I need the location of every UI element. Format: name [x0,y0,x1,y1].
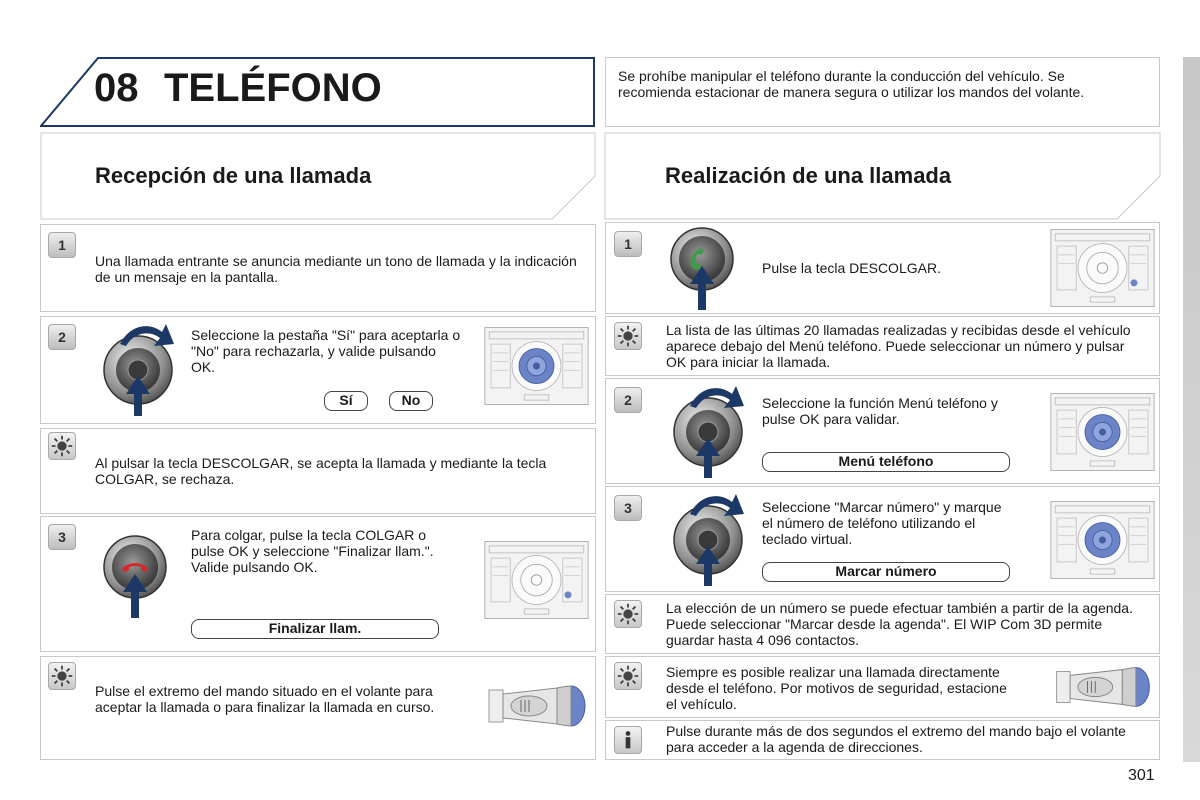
left-step2-text: Seleccione la pestaña "Sí" para aceptarla o "No" para rechazarla, y valide pulsando OK. [191,327,461,375]
right-step1-number: 1 [614,231,642,257]
right-step2-number: 2 [614,387,642,413]
rotary-knob-icon [670,380,750,480]
right-tip3-text: Siempre es posible realizar una llamada directamente desde el teléfono. Por motivos de seguridad, estacione el vehículo. [666,664,1007,712]
dial-number-button[interactable]: Marcar número [762,562,1010,582]
warning-text: Se prohíbe manipular el teléfono durante la conducción del vehículo. Se recomienda estacionar de manera segura o utilizar los mandos del volante. [618,68,1085,100]
console-knob-icon [1050,392,1155,472]
left-step3-text: Para colgar, pulse la tecla COLGAR o pulse OK y seleccione "Finalizar llam.". Valide pulsando OK. [191,527,434,575]
left-heading: Recepción de una llamada [95,163,372,188]
chapter-tab-strip [1183,57,1200,762]
right-info-text: Pulse durante más de dos segundos el extremo del mando bajo el volante para acceder a la agenda de direcciones. [666,723,1126,755]
console-knob-icon [484,322,589,410]
page-number: 301 [1128,767,1155,784]
right-tip1-text: La lista de las últimas 20 llamadas realizadas y recibidas desde el vehículo aparece debajo del Menú teléfono. Puede seleccionar un número y pulsar OK para iniciar la llamada. [666,322,1131,370]
yes-button[interactable]: Sí [324,391,368,411]
pick-up-key-icon [667,226,737,314]
tip-icon [48,432,76,460]
tip-icon [614,600,642,628]
rotary-knob-icon [100,318,180,418]
console-knob-icon [1050,500,1155,580]
end-call-button[interactable]: Finalizar llam. [191,619,439,639]
left-step2-number: 2 [48,324,76,350]
right-step1-text: Pulse la tecla DESCOLGAR. [762,260,941,276]
chapter-title: TELÉFONO [164,66,382,110]
tip-icon [614,662,642,690]
console-plain-icon [484,540,589,620]
tip-icon [48,662,76,690]
steering-stalk-icon [486,676,588,736]
right-heading: Realización de una llamada [665,163,952,188]
info-icon [614,726,642,754]
left-step3-number: 3 [48,524,76,550]
right-step2-text: Seleccione la función Menú teléfono y pulse OK para validar. [762,395,998,427]
right-tip2-text: La elección de un número se puede efectuar también a partir de la agenda. Puede seleccionar "Marcar desde la agenda". El WIP Com 3D permite guardar hasta 4 096 contactos. [666,600,1133,648]
left-step1-number: 1 [48,232,76,258]
left-tip2-text: Pulse el extremo del mando situado en el volante para aceptar la llamada o para finalizar la llamada en curso. [95,683,435,715]
rotary-knob-icon [670,488,750,588]
left-step1-text: Una llamada entrante se anuncia mediante un tono de llamada y la indicación de un mensaje en la pantalla. [95,253,577,285]
right-step3-number: 3 [614,495,642,521]
no-button[interactable]: No [389,391,433,411]
tip-icon [614,322,642,350]
phone-menu-button[interactable]: Menú teléfono [762,452,1010,472]
chapter-number: 08 [94,66,139,110]
hang-up-key-icon [100,534,170,624]
right-step3-text: Seleccione "Marcar número" y marque el número de teléfono utilizando el teclado virtual. [762,499,1002,547]
steering-stalk-icon [1052,658,1154,716]
console-plain-icon [1050,228,1155,308]
left-tip1-text: Al pulsar la tecla DESCOLGAR, se acepta la llamada y mediante la tecla COLGAR, se rechaza. [95,455,547,487]
